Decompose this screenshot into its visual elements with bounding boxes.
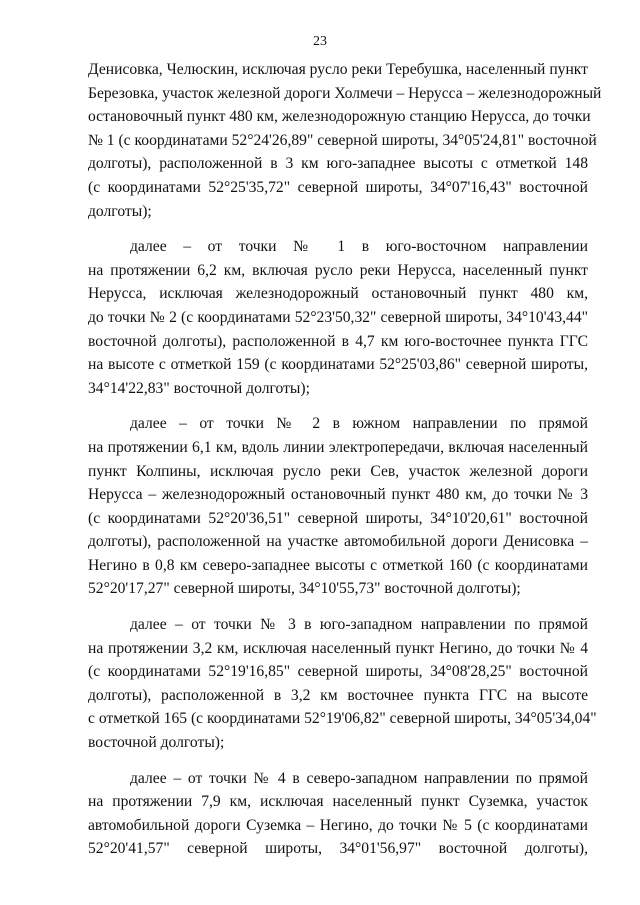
text-line: 52°20'41,57" северной широты, 34°01'56,97" восточной долготы),	[88, 840, 588, 858]
text-line: на протяжении 3,2 км, исключая населенный пункт Негино, до точки № 4	[88, 639, 588, 657]
text-line: остановочный пункт 480 км, железнодорожную станцию Нерусса, до точки	[88, 108, 591, 126]
text-line: (с координатами 52°19'16,85" северной широты, 34°08'28,25" восточной	[88, 663, 588, 681]
text-line: до точки № 2 (с координатами 52°23'50,32" северной широты, 34°10'43,44"	[88, 308, 588, 326]
text-line: (с координатами 52°25'35,72" северной широты, 34°07'16,43" восточной	[88, 178, 588, 196]
text-line: на протяжении 6,1 км, вдоль линии электропередачи, включая населенный	[88, 438, 588, 456]
text-line: Нерусса, исключая железнодорожный остановочный пункт 480 км,	[88, 285, 588, 303]
text-line: долготы), расположенной в 3 км юго-западнее высоты с отметкой 148	[88, 155, 588, 173]
text-line: на высоте с отметкой 159 (с координатами 52°25'03,86" северной широты,	[88, 356, 588, 374]
text-line: долготы), расположенной на участке автомобильной дороги Денисовка –	[88, 533, 588, 551]
text-line: далее – от точки № 3 в юго-западном направлении по прямой	[130, 616, 588, 634]
paragraph	[88, 412, 588, 601]
text-line: Денисовка, Челюскин, исключая русло реки Теребушка, населенный пункт	[88, 61, 588, 78]
text-line: № 1 (с координатами 52°24'26,89" северной широты, 34°05'24,81" восточной	[88, 131, 597, 149]
text-line: далее – от точки № 2 в южном направлении по прямой	[130, 415, 588, 433]
text-line: долготы);	[88, 202, 152, 220]
text-line: (с координатами 52°20'36,51" северной широты, 34°10'20,61" восточной	[88, 509, 588, 527]
text-line: далее – от точки № 1 в юго-восточном направлении	[130, 238, 588, 256]
document-body	[88, 58, 602, 861]
paragraph	[88, 58, 602, 223]
text-line: Негино в 0,8 км северо-западнее высоты с отметкой 160 (с координатами	[88, 556, 588, 574]
paragraph	[88, 767, 588, 861]
text-line: на протяжении 6,2 км, включая русло реки Нерусса, населенный пункт	[88, 261, 588, 279]
text-line: восточной долготы), расположенной в 4,7 км юго-восточнее пункта ГГС	[88, 332, 588, 350]
paragraph	[88, 613, 597, 755]
text-line: на протяжении 7,9 км, исключая населенный пункт Суземка, участок	[88, 793, 588, 811]
text-line: с отметкой 165 (с координатами 52°19'06,82" северной широты, 34°05'34,04"	[88, 710, 597, 728]
text-line: долготы), расположенной в 3,2 км восточнее пункта ГГС на высоте	[88, 686, 588, 704]
text-line: 52°20'17,27" северной широты, 34°10'55,73" восточной долготы);	[88, 580, 521, 598]
text-line: пункт Колпины, исключая русло реки Сев, участок железной дороги	[88, 462, 588, 480]
text-line: 34°14'22,83" восточной долготы);	[88, 379, 310, 397]
text-line: Нерусса – железнодорожный остановочный пункт 480 км, до точки № 3	[88, 486, 588, 504]
text-line: Березовка, участок железной дороги Холмечи – Нерусса – железнодорожный	[88, 84, 602, 102]
text-line: восточной долготы);	[88, 734, 225, 752]
paragraph	[88, 235, 588, 400]
text-line: далее – от точки № 4 в северо-западном направлении по прямой	[130, 769, 588, 787]
page-number: 23	[313, 34, 327, 49]
text-line: автомобильной дороги Суземка – Негино, до точки № 5 (с координатами	[88, 816, 588, 834]
